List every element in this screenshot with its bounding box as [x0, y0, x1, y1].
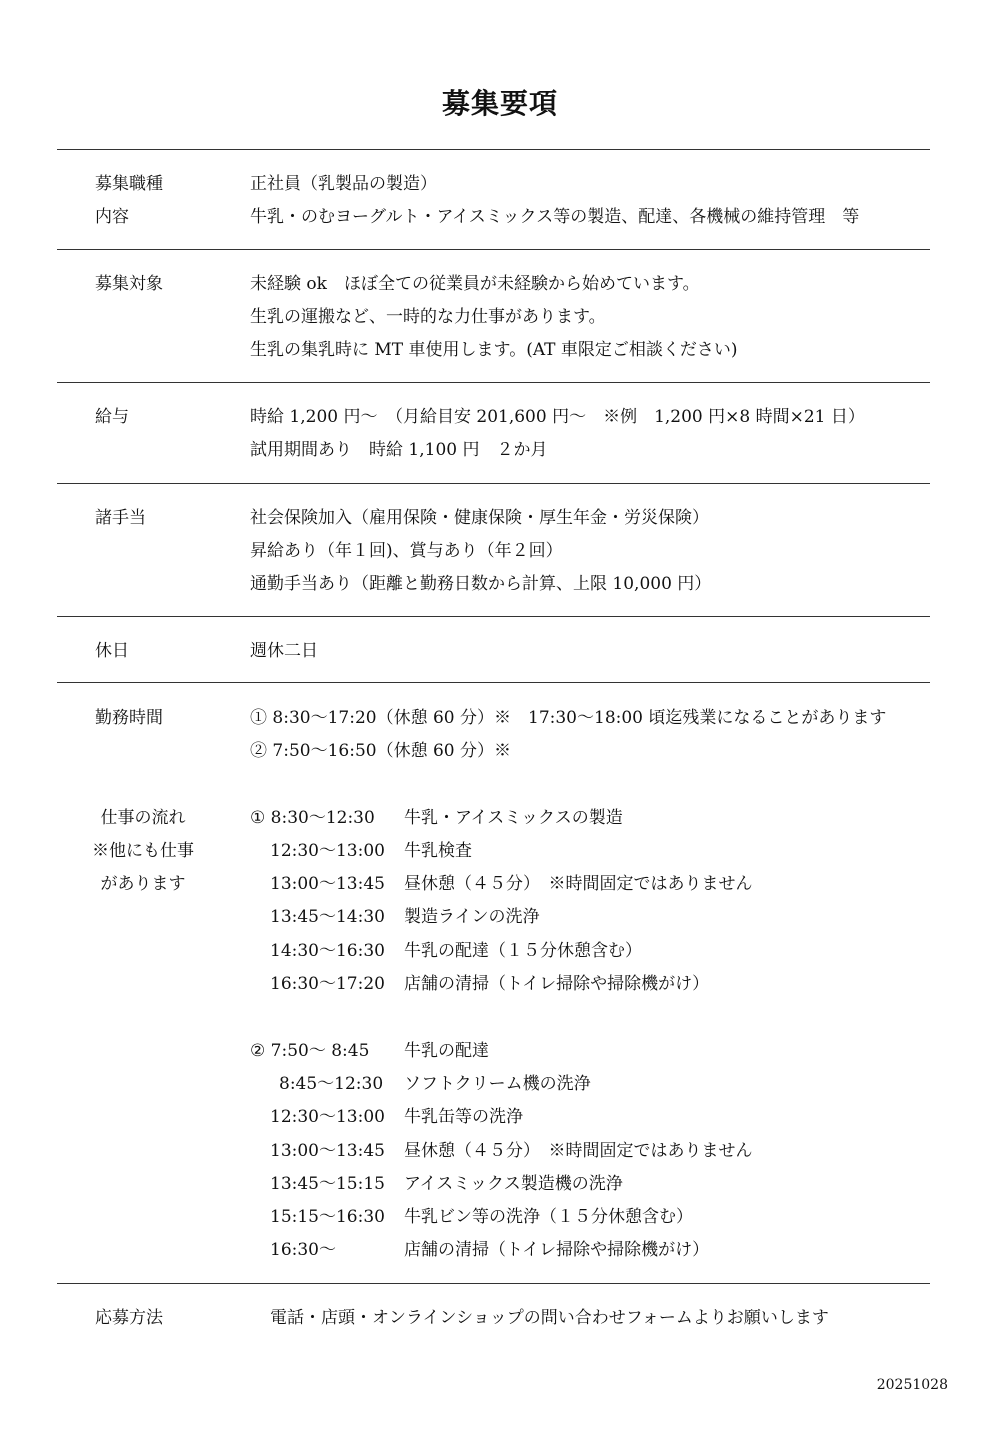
schedule-task: 製造ラインの洗浄 — [404, 907, 540, 927]
schedule-task: 店舗の清掃（トイレ掃除や掃除機がけ） — [404, 974, 710, 994]
schedule-time: 12:30～13:00 — [270, 1107, 385, 1127]
job-type-value: 正社員（乳製品の製造） — [250, 174, 437, 194]
label-allowance: 諸手当 — [95, 508, 146, 528]
label-flow: 仕事の流れ — [100, 808, 186, 828]
schedule-task: 牛乳の配達（１５分休憩含む） — [404, 941, 642, 961]
apply-value: 電話・店頭・オンラインショップの問い合わせフォームよりお願いします — [270, 1308, 829, 1328]
label-job-type: 募集職種 — [95, 174, 163, 194]
separator-line — [57, 249, 930, 250]
target-line: 未経験 ok ほぼ全ての従業員が未経験から始めています。 — [250, 274, 700, 294]
schedule-task: アイスミックス製造機の洗浄 — [404, 1174, 623, 1194]
schedule-task: ソフトクリーム機の洗浄 — [404, 1074, 591, 1094]
schedule-time: 12:30～13:00 — [270, 841, 385, 861]
document-number: 20251028 — [876, 1377, 948, 1393]
schedule-time: ① 8:30～12:30 — [250, 808, 375, 828]
label-target: 募集対象 — [95, 274, 163, 294]
label-job-content: 内容 — [95, 207, 129, 227]
holiday-value: 週休二日 — [250, 641, 318, 661]
job-content-value: 牛乳・のむヨーグルト・アイスミックス等の製造、配達、各機械の維持管理 等 — [250, 207, 860, 227]
label-apply: 応募方法 — [95, 1308, 163, 1328]
allowance-line: 昇給あり（年１回)、賞与あり（年２回） — [250, 541, 563, 561]
schedule-task: 牛乳缶等の洗浄 — [404, 1107, 523, 1127]
salary-line: 試用期間あり 時給 1,100 円 ２か月 — [250, 440, 548, 460]
target-line: 生乳の運搬など、一時的な力仕事があります。 — [250, 307, 606, 327]
schedule-task: 店舗の清掃（トイレ掃除や掃除機がけ） — [404, 1240, 710, 1260]
separator-line — [57, 149, 930, 150]
schedule-task: 昼休憩（４５分） ※時間固定ではありません — [404, 874, 753, 894]
schedule-time: 14:30～16:30 — [270, 941, 385, 961]
allowance-line: 通勤手当あり（距離と勤務日数から計算、上限 10,000 円） — [250, 574, 712, 594]
salary-line: 時給 1,200 円～ （月給目安 201,600 円～ ※例 1,200 円×8 時間×21 日） — [250, 407, 865, 427]
schedule-time: 8:45～12:30 — [279, 1074, 384, 1094]
page-title: 募集要項 — [441, 87, 558, 120]
schedule-task: 昼休憩（４５分） ※時間固定ではありません — [404, 1141, 753, 1161]
schedule-task: 牛乳の配達 — [404, 1041, 489, 1061]
schedule-task: 牛乳検査 — [404, 841, 472, 861]
label-flow-note: があります — [100, 874, 186, 894]
label-hours: 勤務時間 — [95, 708, 163, 728]
schedule-time: 15:15～16:30 — [270, 1207, 385, 1227]
separator-line — [57, 483, 930, 484]
hours-line: ② 7:50～16:50（休憩 60 分）※ — [250, 741, 512, 761]
schedule-time: ② 7:50～ 8:45 — [250, 1041, 370, 1061]
schedule-time: 13:00～13:45 — [270, 874, 385, 894]
separator-line — [57, 616, 930, 617]
schedule-task: 牛乳ビン等の洗浄（１５分休憩含む） — [404, 1207, 693, 1227]
separator-line — [57, 382, 930, 383]
separator-line — [57, 682, 930, 683]
target-line: 生乳の集乳時に MT 車使用します。(AT 車限定ご相談ください) — [250, 340, 738, 360]
schedule-time: 16:30～ — [270, 1240, 336, 1260]
schedule-time: 13:45～15:15 — [270, 1174, 385, 1194]
separator-line — [57, 1283, 930, 1284]
hours-line: ① 8:30～17:20（休憩 60 分）※ 17:30～18:00 頃迄残業になることがあります — [250, 708, 887, 728]
label-holiday: 休日 — [95, 641, 129, 661]
schedule-task: 牛乳・アイスミックスの製造 — [404, 808, 623, 828]
label-salary: 給与 — [95, 407, 129, 427]
label-flow-note: ※他にも仕事 — [92, 841, 194, 861]
schedule-time: 16:30～17:20 — [270, 974, 385, 994]
schedule-time: 13:00～13:45 — [270, 1141, 385, 1161]
schedule-time: 13:45～14:30 — [270, 907, 385, 927]
allowance-line: 社会保険加入（雇用保険・健康保険・厚生年金・労災保険） — [250, 508, 709, 528]
